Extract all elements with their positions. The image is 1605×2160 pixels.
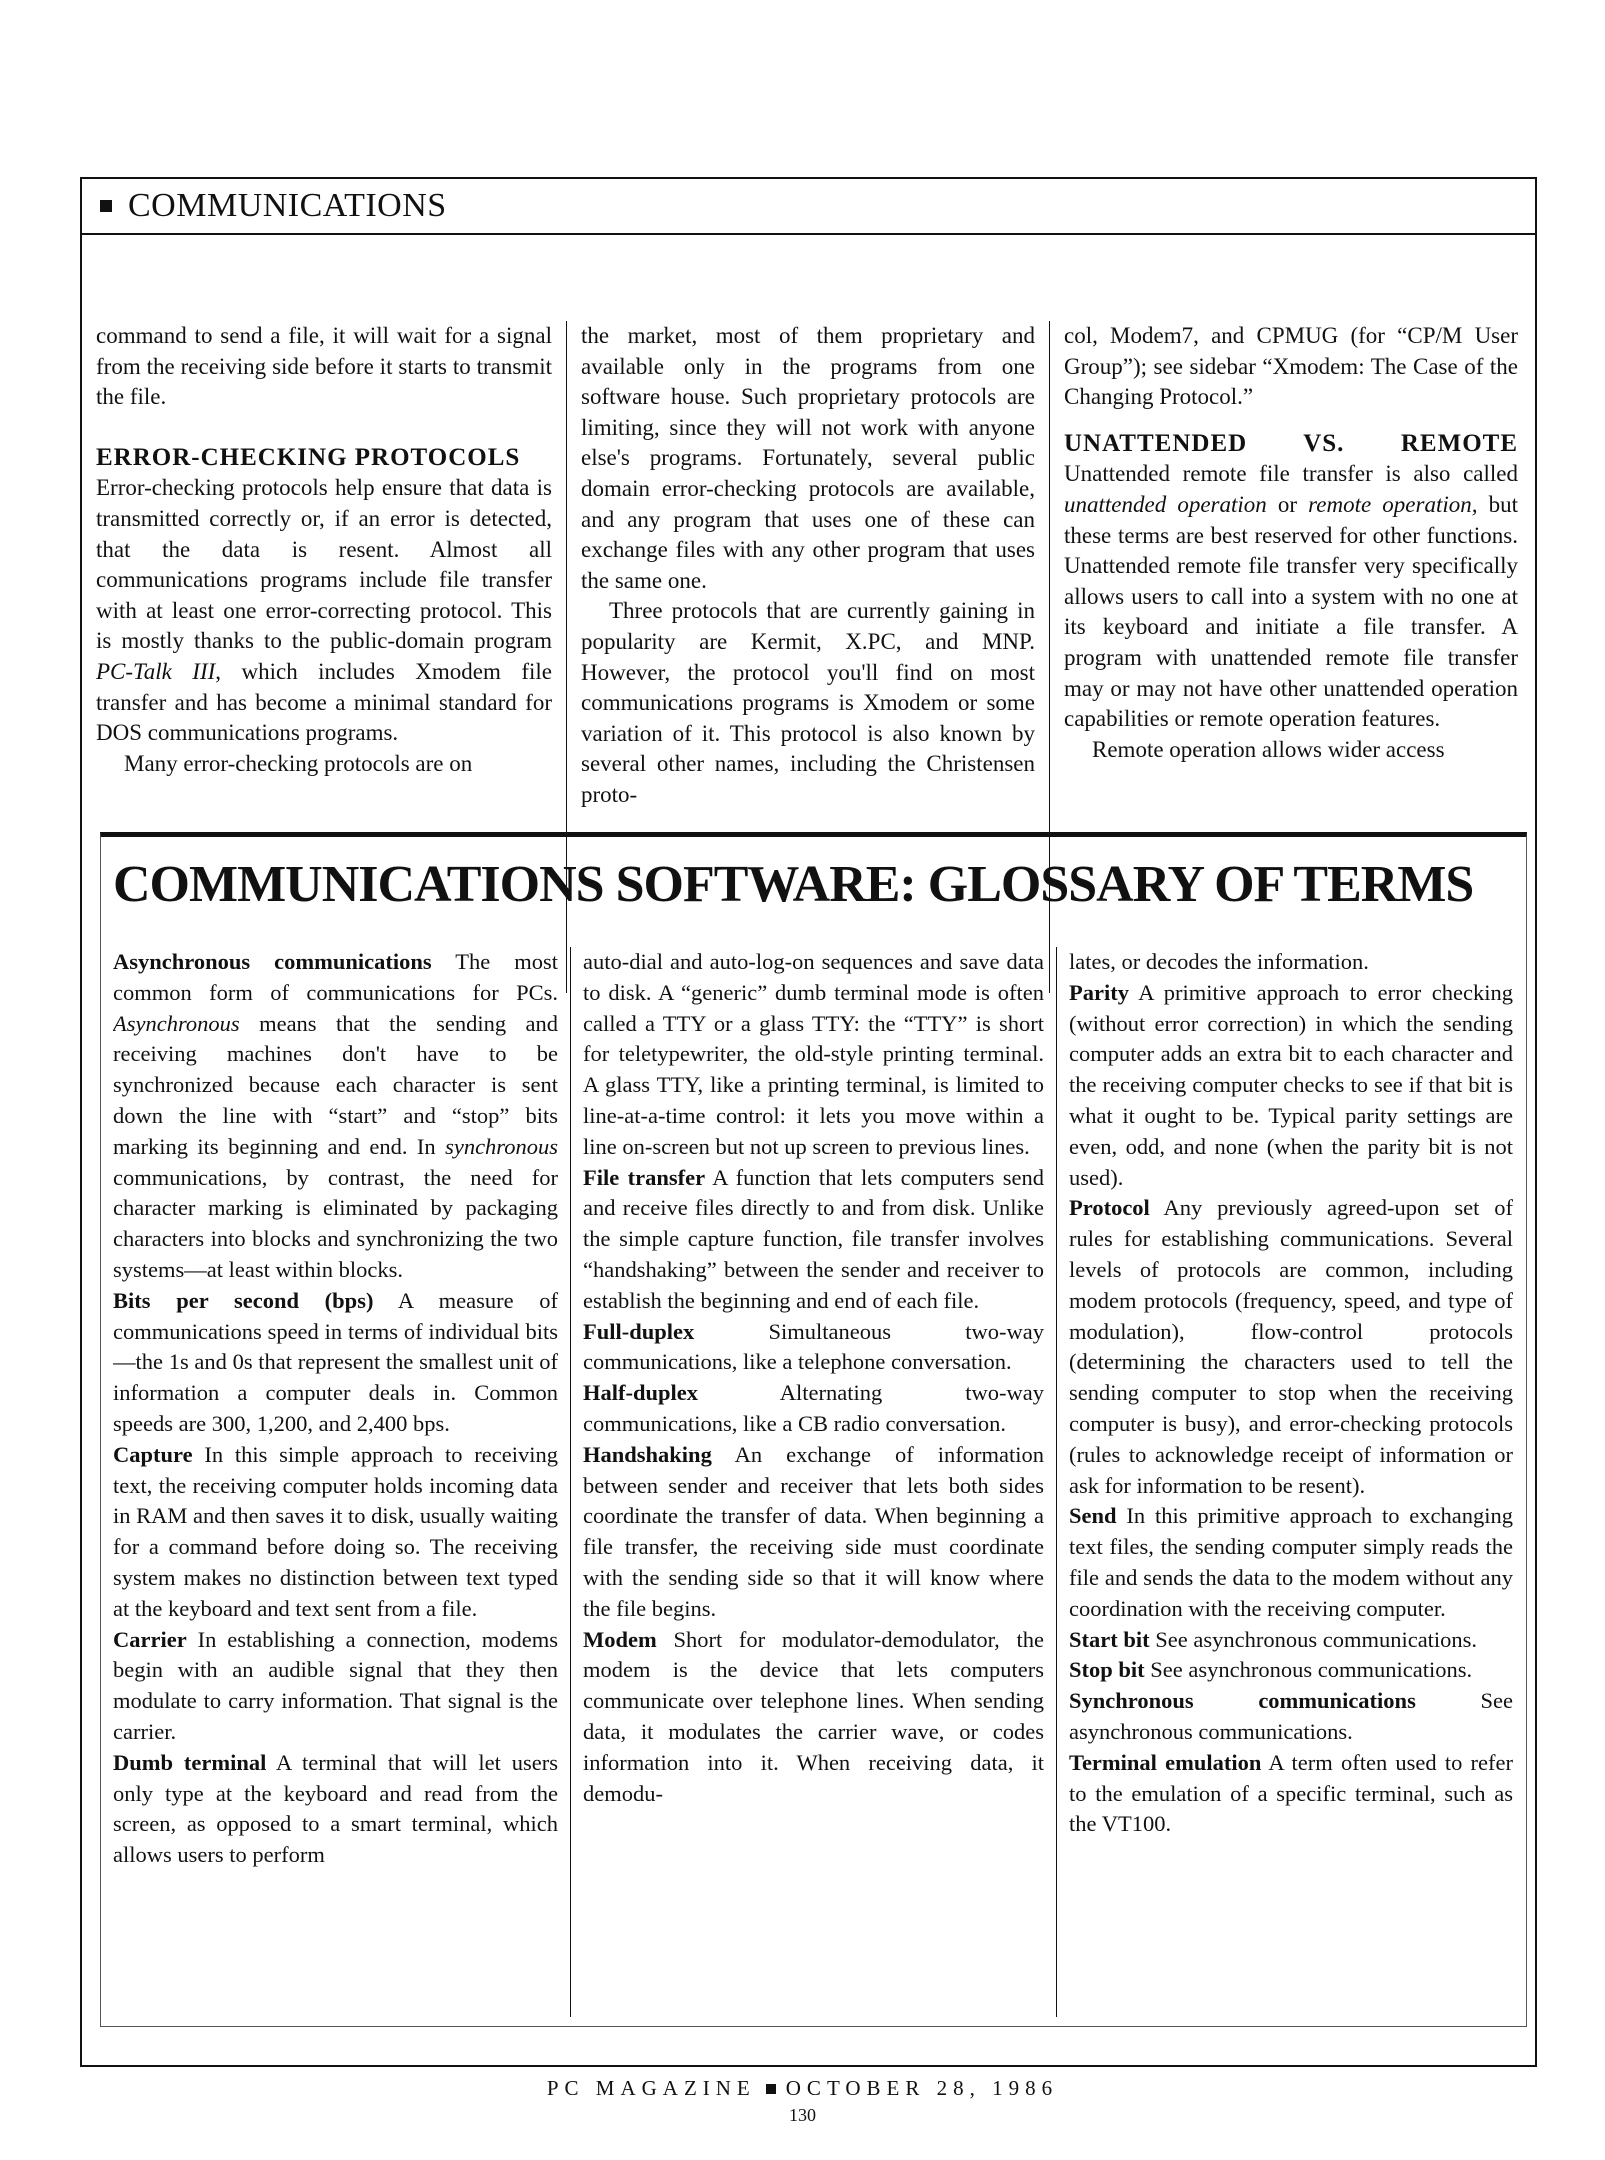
glossary-entry: Capture In this simple approach to receiving text, the receiving computer holds incoming data in RAM and then saves it to disk, usually waiting for a command before doing so. The receiving system makes no distinction between text typed at the keyboard and text sent from a file. — [113, 1441, 558, 1621]
page-number: 130 — [789, 2105, 816, 2125]
glossary-column-1 — [113, 947, 570, 2017]
glossary-entry: Terminal emulation A term often used to refer to the emulation of a specific terminal, such as the VT100. — [1069, 1749, 1513, 1837]
glossary-entry: Full-duplex Simultaneous two-way communications, like a telephone conversation. — [583, 1318, 1044, 1375]
section-heading: ERROR-CHECKING PROTOCOLS — [96, 443, 521, 471]
glossary-entry: Synchronous communications See asynchronous communications. — [1069, 1688, 1513, 1744]
glossary-entry: Handshaking An exchange of information between sender and receiver that lets both sides coordinate the transfer of data. When beginning a file transfer, the receiving side must coordinate with the sending side so that it will know where the file begins. — [583, 1441, 1044, 1621]
glossary-column-3 — [1056, 947, 1513, 2017]
section-heading: UNATTENDED VS. REMOTE — [1064, 429, 1518, 457]
glossary-entry: Parity A primitive approach to error checking (without error correction) in which the sending computer adds an extra bit to each character and the receiving computer checks to see if that bit is what it ought to be. Typical parity settings are even, odd, and none (when the parity bit is not used). — [1069, 979, 1513, 1190]
paragraph: UNATTENDED VS. REMOTE Unattended remote file transfer is also called unattended operation or remote operation, but these terms are best reserved for other functions. Unattended remote file transfer very specifically allows users to call into a system with no one at its keyboard and initiate a file transfer. A program with unattended remote file transfer may or may not have other unattended operation capabilities or remote operation features. — [1064, 429, 1518, 732]
issue-date: OCTOBER 28, 1986 — [785, 2076, 1059, 2100]
glossary-entry: Carrier In establishing a connection, modems begin with an audible signal that they then modulate to carry information. That signal is the carrier. — [113, 1626, 558, 1744]
section-header — [82, 179, 1535, 235]
glossary-entry: Asynchronous communications The most common form of communications for PCs. Asynchronous means that the sending and receiving machines don't have to be synchronized because each character is sent down the line with “start” and “stop” bits marking its beginning and end. In synchronous communications, by contrast, the need for character marking is eliminated by packaging characters into blocks and synchronizing the two systems—at least within blocks. — [113, 949, 558, 1282]
glossary-entry: Stop bit See asynchronous communications. — [1069, 1657, 1473, 1683]
glossary-entry: File transfer A function that lets computers send and receive files directly to and from disk. Unlike the simple capture function, file transfer involves “handshaking” between the sender and receiver to establish the beginning and end of each file. — [583, 1164, 1045, 1313]
paragraph: col, Modem7, and CPMUG (for “CP/M User Group”); see sidebar “Xmodem: The Case of the Changing Protocol.” — [1064, 323, 1518, 410]
glossary-entry: Dumb terminal A terminal that will let users only type at the keyboard and read from the screen, as opposed to a smart terminal, which allows users to perform — [113, 1749, 558, 1868]
bullet-icon — [766, 2084, 776, 2094]
glossary-column-2 — [570, 947, 1056, 2017]
paragraph: Three protocols that are currently gaining in popularity are Kermit, X.PC, and MNP. However, the protocol you'll find on most communications programs is Xmodem or some variation of it. This protocol is also known by several other names, including the Christensen proto- — [581, 598, 1035, 807]
glossary-columns — [113, 947, 1513, 2017]
paragraph: Many error-checking protocols are on — [124, 750, 473, 776]
glossary-title: COMMUNICATIONS SOFTWARE: GLOSSARY OF TERMS — [113, 856, 1474, 913]
section-label: COMMUNICATIONS — [128, 187, 447, 224]
glossary-entry: Half-duplex Alternating two-way communications, like a CB radio conversation. — [583, 1380, 1044, 1436]
glossary-entry: lates, or decodes the information. — [1069, 949, 1369, 974]
glossary-entry: auto-dial and auto-log-on sequences and save data to disk. A “generic” dumb terminal mode is often called a TTY or a glass TTY: the “TTY” is short for teletypewriter, the old-style printing terminal. A glass TTY, like a printing terminal, is limited to line-at-a-time control: it lets you move within a line on-screen but not up screen to previous lines. — [583, 949, 1044, 1159]
magazine-name: PC MAGAZINE — [546, 2076, 756, 2100]
glossary-entry: Bits per second (bps) A measure of communications speed in terms of individual bits—the 1s and 0s that represent the smallest unit of information a computer deals in. Common speeds are 300, 1,200, and 2,400 bps. — [113, 1287, 558, 1436]
page-footer — [0, 2076, 1605, 2101]
paragraph: the market, most of them proprietary and available only in the programs from one software house. Such proprietary protocols are limiting, since they will not work with anyone else's programs. Fortunately, several public domain error-checking protocols are available, and any program that uses one of these can exchange files with any other program that uses the same one. — [581, 323, 1035, 593]
glossary-entry: Start bit See asynchronous communications. — [1069, 1626, 1478, 1652]
glossary-sidebar — [100, 832, 1527, 2027]
glossary-entry: Protocol Any previously agreed-upon set of rules for establishing communications. Several levels of protocols are common, including modem protocols (frequency, speed, and type of modulation), flow-control protocols (determining the characters used to tell the sending computer to stop when the receiving computer is busy), and error-checking protocols (rules to acknowledge receipt of information or ask for information to be resent). — [1069, 1195, 1513, 1498]
paragraph: Error-checking protocols help ensure that data is transmitted correctly or, if an error is detected, that the data is resent. Almost all communications programs include file transfer with at least one error-correcting protocol. This is mostly thanks to the public-domain program PC-Talk III, which includes Xmodem file transfer and has become a minimal standard for DOS communications programs. — [96, 475, 552, 746]
bullet-icon — [100, 200, 112, 212]
paragraph: Remote operation allows wider access — [1092, 736, 1445, 762]
paragraph: command to send a file, it will wait for a signal from the receiving side before it starts to transmit the file. — [96, 323, 552, 410]
glossary-entry: Modem Short for modulator-demodulator, the modem is the device that lets computers communicate over telephone lines. When sending data, it modulates the carrier wave, or codes information into it. When receiving data, it demodu- — [583, 1626, 1044, 1806]
glossary-entry: Send In this primitive approach to exchanging text files, the sending computer simply reads the file and sends the data to the modem without any coordination with the receiving computer. — [1069, 1503, 1513, 1621]
